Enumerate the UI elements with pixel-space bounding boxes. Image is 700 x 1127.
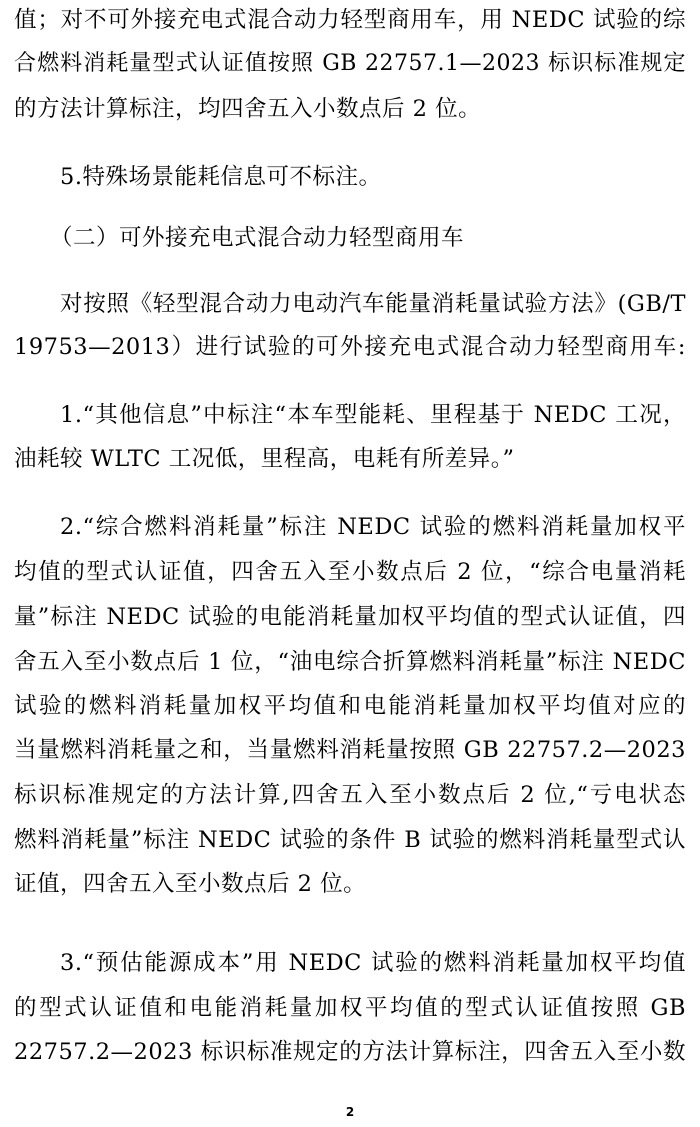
page-number: 2 [345, 1105, 355, 1119]
text-line: 的型式认证值和电能消耗量加权平均值的型式认证值按照 GB [14, 995, 686, 1021]
section-heading: （二）可外接充电式混合动力轻型商用车 [50, 225, 465, 251]
text-line: 1.“其他信息”中标注“本车型能耗、里程基于 NEDC 工况， [60, 402, 686, 428]
text-line: 值；对不可外接充电式混合动力轻型商用车，用 NEDC 试验的综 [14, 7, 686, 33]
text-line: 舍五入至小数点后 1 位，“油电综合折算燃料消耗量”标注 NEDC [14, 649, 686, 675]
text-line: 燃料消耗量”标注 NEDC 试验的条件 B 试验的燃料消耗量型式认 [14, 827, 686, 853]
text-line: 油耗较 WLTC 工况低，里程高，电耗有所差异。” [14, 446, 515, 472]
text-line: 的方法计算标注，均四舍五入小数点后 2 位。 [14, 96, 482, 122]
text-line: 对按照《轻型混合动力电动汽车能量消耗量试验方法》(GB/T [60, 291, 686, 317]
text-line: 证值，四舍五入至小数点后 2 位。 [14, 871, 367, 897]
text-line: 量”标注 NEDC 试验的电能消耗量加权平均值的型式认证值，四 [14, 604, 686, 630]
text-line: 3.“预估能源成本”用 NEDC 试验的燃料消耗量加权平均值 [60, 950, 686, 976]
text-line: 合燃料消耗量型式认证值按照 GB 22757.1—2023 标识标准规定 [14, 51, 686, 76]
text-line: 试验的燃料消耗量加权平均值和电能消耗量加权平均值对应的 [14, 693, 686, 719]
text-line: 标识标准规定的方法计算,四舍五入至小数点后 2 位,“亏电状态 [14, 782, 686, 808]
list-item-heading: 5.特殊场景能耗信息可不标注。 [60, 164, 382, 190]
text-line: 19753—2013）进行试验的可外接充电式混合动力轻型商用车: [14, 334, 686, 360]
text-line: 22757.2—2023 标识标准规定的方法计算标注，四舍五入至小数 [14, 1039, 686, 1065]
text-line: 2.“综合燃料消耗量”标注 NEDC 试验的燃料消耗量加权平 [60, 514, 686, 540]
text-line: 当量燃料消耗量之和，当量燃料消耗量按照 GB 22757.2—2023 [14, 737, 686, 763]
text-line: 均值的型式认证值，四舍五入至小数点后 2 位，“综合电量消耗 [14, 559, 686, 585]
